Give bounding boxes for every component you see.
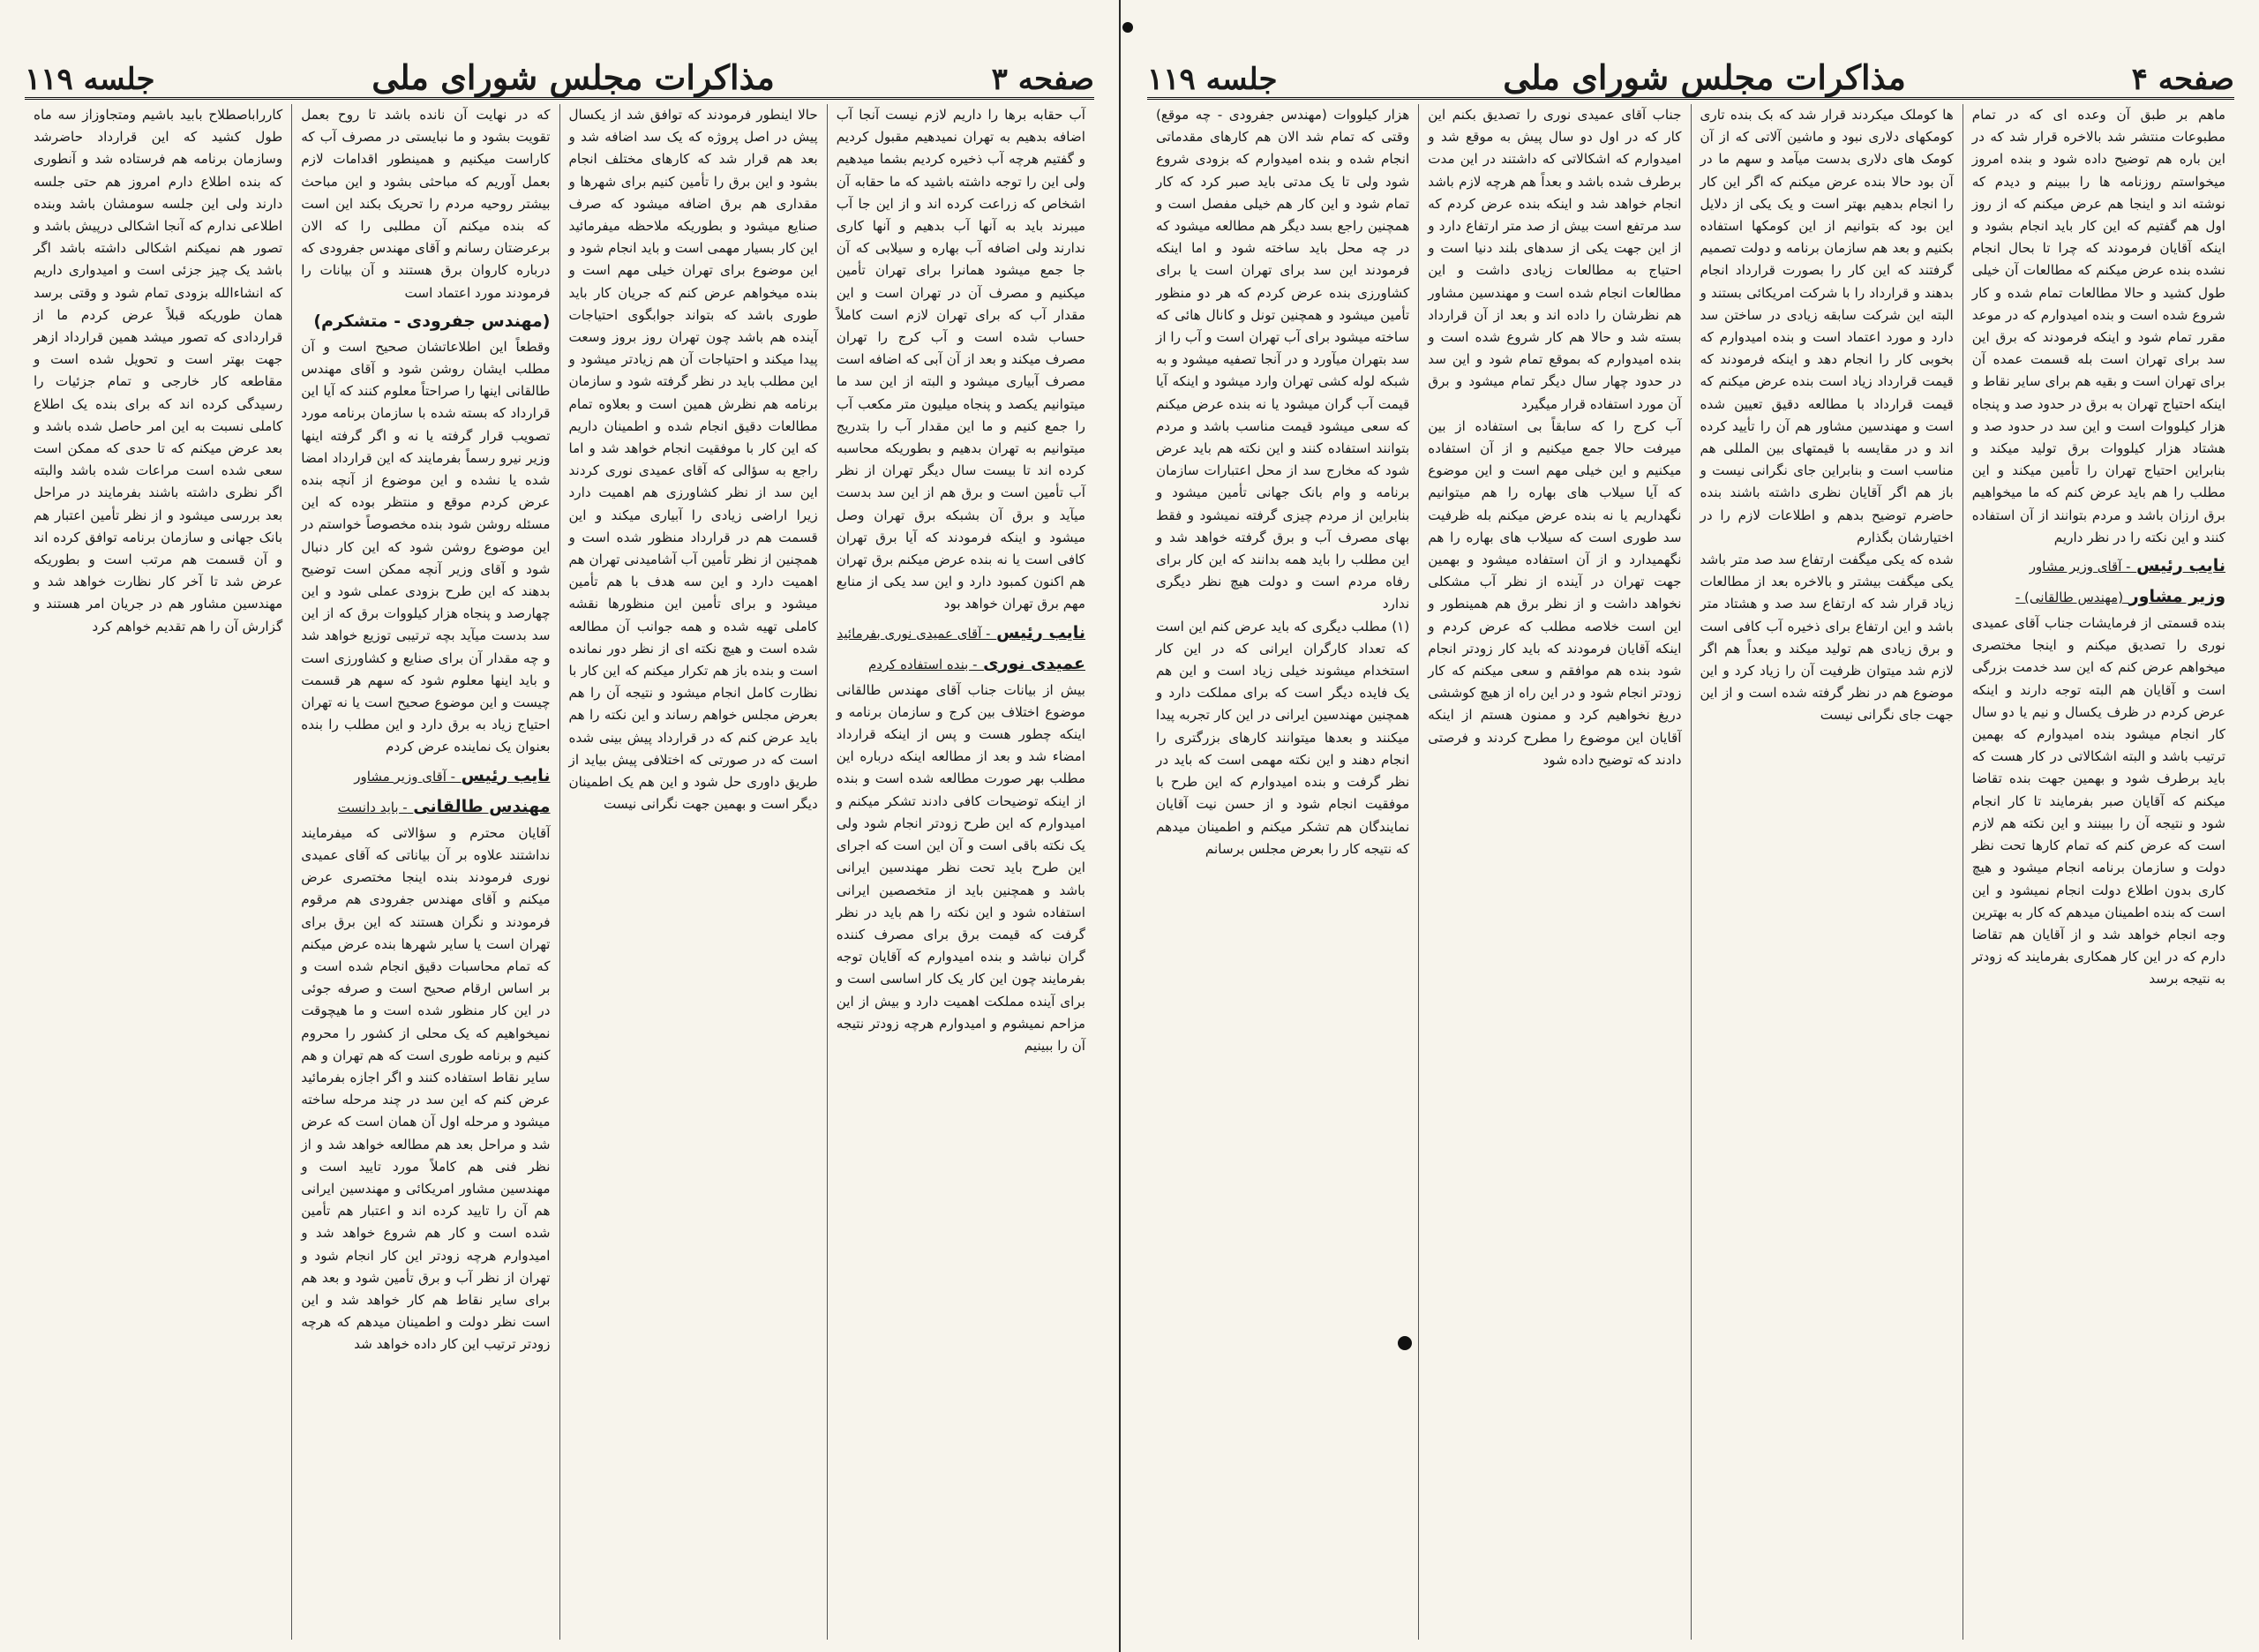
- text-column: [1691, 104, 1963, 1640]
- publication-title: مذاکرات مجلس شورای ملی: [371, 57, 775, 97]
- text-columns: [1147, 104, 2234, 1640]
- speaker-name: مهندس طالقانی: [413, 796, 551, 816]
- right-page: [1122, 0, 2259, 1652]
- text-column: [559, 104, 827, 1640]
- text-column: [1963, 104, 2234, 1640]
- page-header: [1147, 51, 2234, 100]
- speaker-role: - آقای وزیر مشاور: [2029, 559, 2131, 575]
- left-page: [0, 0, 1121, 1652]
- body-paragraph: آب کرج را که سابقاً بی استفاده از بین میرفت حالا جمع میکنیم و از آن استفاده میکنیم و این خیلی مهم است و این موضوع که آیا سیلاب های بهاره را هم میتوانیم نگهداریم یا نه بنده عرض میکنم بله ظرفیت سد طوری است که سیلاب های بهاره را هم نگهمیدارد و از آن استفاده میشود و بهمین جهت تهران در آینده از نظر آب مشکلی نخواهد داشت و از نظر برق هم همینطور و این است خلاصه مطلب که عرض کردم و اینکه آقایان فرمودند که باید کار زودتر انجام شود بنده هم موافقم و سعی میکنم که کار زودتر انجام شود و در این راه از هیچ کوششی دریغ نخواهیم کرد و ممنون هستم از اینکه آقایان این موضوع را مطرح کردند و فرصتی دادند که توضیح داده شود: [1428, 417, 1682, 768]
- text-column: [1147, 104, 1418, 1640]
- body-paragraph: شده که یکی میگفت ارتفاع سد صد متر باشد یکی میگفت بیشتر و بالاخره بعد از مطالعات زیاد قرار شد که ارتفاع سد صد و هشتاد متر باشد و این ارتفاع برای ذخیره آب کافی است و برق زیادی هم تولید میکند و بعداً هم اگر لازم شد میتوان ظرفیت آن را زیاد کرد و این موضوع هم در نظر گرفته شده است و از این جهت جای نگرانی نیست: [1700, 552, 1954, 724]
- body-paragraph: وقطعاً این اطلاعاتشان صحیح است و آن مطلب ایشان روشن شود و آقای مهندس طالقانی اینها را صراحتاً معلوم کنند که آیا این قرارداد که بسته شده با سازمان برنامه مورد تصویب قرار گرفته یا نه و اگر گرفته اینها وزیر نیرو رسماً بفرمایند که این قرارداد امضا شده یا نشده و این موضوع از آنچه بنده عرض کردم موقع و منتظر بوده که این مسئله روشن شود بنده مخصوصاً خواستم در این موضوع روشن شود که این کار دنبال شود و آقای وزیر آنچه ممکن است توضیح بدهند که این طرح بزودی عملی شود و این چهارصد و پنجاه هزار کیلووات برق که از این سد بدست میآید بچه ترتیبی توزیع خواهد شد و چه مقدار آن برای صنایع و کشاورزی است و باید اینها معلوم شود که سهم هر قسمت چیست و این موضوع صحیح است یا نه تهران احتیاج زیاد به برق دارد و این مطلب را بنده بعنوان یک نماینده عرض کردم: [301, 338, 551, 755]
- speaker-role: (مهندس طالقانی) -: [2015, 589, 2124, 606]
- text-column: [25, 104, 291, 1640]
- speaker-role: - آقای وزیر مشاور: [354, 768, 456, 785]
- speaker-heading: [837, 620, 1085, 647]
- body-paragraph: که در نهایت آن نانده باشد تا روح بعمل تقویت بشود و ما نبایستی در مصرف آب که کاراست میکنیم و همینطور اقدامات لازم بعمل آوریم که مباحثی بشود و این مباحث بیشتر روحیه مردم را تحریک بکند این است که بنده میکنم آن مطلبی را که الان برعرضتان رسانم و آقای مهندس جفرودی که درباره کاروان برق هستند و آن بیانات را فرمودند مورد اعتماد است: [301, 107, 551, 301]
- text-column: [827, 104, 1094, 1640]
- body-paragraph: کارراباصطلاح بابید باشیم ومتجاوزاز سه ماه طول کشید که این قرارداد حاضرشد وسازمان برنامه هم فرستاده شد و آنطوری که بنده اطلاع دارم امروز هم حتی جلسه دارند ولی این جلسه سومشان باشد وبنده اطلاعی ندارم که آنجا اشکالی درپیش باشد و تصور هم نمیکنم اشکالی داشته باشد اگر باشد یک چیز جزئی است و امیدواری داریم که انشاءالله بزودی تمام شود و وقتی برسد همان طوریکه قبلاً عرض کردم ما از قراردادی که تصور میشد همین قرارداد ازهر جهت بهتر است و تحویل شده است و مقاطعه کار خارجی و تمام جزئیات را رسیدگی کرده اند که برای بنده یک اطلاع کاملی نسبت به این امر حاصل شده باشد و بعد عرض میکنم که تا حدی که ممکن است سعی شده است مراعات شده باشد والبته اگر نظری داشته باشند بفرمایند در مراحل بعد بررسی میشود و از نظر تأمین اعتبار هم بانک جهانی و سازمان برنامه توافق کرده اند و آن قسمت هم مرتب است و بطوریکه عرض شد تا آخر کار نظارت خواهد شد و مهندسین مشاور هم در جریان امر هستند و گزارش آن را هم تقدیم خواهم کرد: [34, 107, 283, 635]
- speaker-name: نایب رئیس: [2136, 556, 2225, 576]
- speaker-heading: [1972, 552, 2225, 580]
- speaker-role: - باید دانست: [337, 799, 408, 815]
- session-number: جلسه ۱۱۹: [25, 62, 155, 97]
- speaker-heading: [301, 793, 550, 821]
- text-column: [1418, 104, 1690, 1640]
- speaker-name: وزیر مشاور: [2128, 587, 2225, 607]
- speaker-name: (مهندس جفرودی - متشکرم): [313, 311, 551, 331]
- page-number: صفحه ۳: [991, 62, 1094, 97]
- speaker-name: نایب رئیس: [996, 622, 1085, 642]
- speaker-heading: [301, 762, 550, 790]
- body-paragraph: بنده قسمتی از فرمایشات جناب آقای عمیدی نوری را تصدیق میکنم و اینجا مختصری میخواهم عرض کنم که این سد خدمت بزرگی است و آقایان هم البته توجه دارند و اینکه عرض کردم در ظرف یکسال و نیم یا دو سال کار انجام میشود بنده امیدوارم که بهمین ترتیب باشد و البته اشکالاتی در کار هست که باید برطرف شود و بهمین جهت بنده تقاضا میکنم که آقایان صبر بفرمایند تا کار انجام شود و نتیجه آن را ببینند و این نکته هم لازم است که عرض کنم که تمام کارها تحت نظر دولت و سازمان برنامه انجام میشود و هیچ کاری بدون اطلاع دولت انجام نمیشود و این است که بنده اطمینان میدهم که کار به بهترین وجه انجام خواهد شد و از آقایان هم تقاضا دارم که در این کار همکاری بفرمایند که زودتر به نتیجه برسد: [1971, 615, 2225, 987]
- text-columns: [25, 104, 1094, 1640]
- body-paragraph: بیش از بیانات جناب آقای مهندس طالقانی موضوع اختلاف بین کرج و سازمان برنامه و اینکه چطور هست و پس از اینکه قرارداد امضاء شد و بعد از مطالعه اینکه درباره این مطلب بهر صورت مطالعه شده است و بنده از اینکه توضیحات کافی دادند تشکر میکنم و امیدوارم که این طرح زودتر انجام شود ولی یک نکته باقی است و آن این است که اجرای این طرح باید تحت نظر مهندسین ایرانی باشد و همچنین باید از متخصصین ایرانی استفاده شود و این نکته را هم باید در نظر گرفت که قیمت برق برای مصرف کننده گران نباشد و بنده امیدوارم که آقایان توجه بفرمایند چون این کار یک کار اساسی است و برای آینده مملکت اهمیت دارد و بیش از این مزاحم نمیشوم و امیدوارم هرچه زودتر نتیجه آن را ببینیم: [836, 681, 1085, 1054]
- text-column: [291, 104, 559, 1640]
- speaker-heading: [301, 308, 550, 334]
- page-header: [25, 51, 1094, 100]
- speaker-role: - بنده استفاده کردم: [868, 656, 978, 672]
- body-paragraph: جناب آقای عمیدی نوری را تصدیق بکنم این کار که در اول دو سال پیش به موقع شد و امیدوارم که اشکالاتی که داشتند در این مدت برطرف شده باشد و بعداً هم هرچه لازم باشد انجام خواهد شد و اینکه بنده عرض کردم که سد مرتفع است بیش از صد متر ارتفاع دارد و از این جهت یکی از سدهای بلند دنیا است و احتیاج به مطالعات زیادی داشت و این مطالعات انجام شده است و مهندسین مشاور هم نظرشان را داده اند و بعد از آن قرارداد بسته شد و حالا هم کار شروع شده است و بنده امیدوارم که بموقع تمام شود و این سد در حدود چهار سال دیگر تمام میشود و برق آن مورد استفاده قرار میگیرد: [1428, 107, 1682, 412]
- ink-blot: [1122, 22, 1133, 33]
- speaker-name: نایب رئیس: [461, 765, 551, 785]
- ink-blot: [1398, 1336, 1412, 1350]
- speaker-role: - آقای عمیدی نوری بفرمائید: [837, 625, 991, 642]
- page-number: صفحه ۴: [2131, 62, 2234, 97]
- body-paragraph: (۱) مطلب دیگری که باید عرض کنم این است که تعداد کارگران ایرانی که در این کار استخدام میشوند خیلی زیاد است و این هم یک فایده دیگر است که برای مملکت دارد و همچنین مهندسین ایرانی در این کار تجربه پیدا میکنند و بعدها میتوانند کارهای بزرگتری را انجام دهند و این نکته مهمی است که باید در نظر گرفت و بنده امیدوارم که این طرح با موفقیت انجام شود و از حسن نیت آقایان نمایندگان هم تشکر میکنم و اطمینان میدهم که نتیجه کار را بعرض مجلس برسانم: [1156, 618, 1410, 857]
- body-paragraph: آقایان محترم و سؤالاتی که میفرمایند نداشتند علاوه بر آن بیاناتی که آقای عمیدی نوری فرمودند بنده اینجا مختصری عرض میکنم و آقای مهندس جفرودی هم مرقوم فرمودند و نگران هستند که این برق برای تهران است یا سایر شهرها بنده عرض میکنم که تمام محاسبات دقیق انجام شده است و بر اساس ارقام صحیح است و صرفه جوئی در این کار منظور شده است و ما هیچوقت نمیخواهیم که یک محلی از کشور را محروم کنیم و برنامه طوری است که هم تهران و هم سایر نقاط استفاده کنند و اگر اجازه بفرمائید عرض کنم که این سد در چند مرحله ساخته میشود و مرحله اول آن همان است که عرض شد و مراحل بعد هم مطالعه خواهد شد و از نظر فنی هم کاملاً مورد تایید است و مهندسین مشاور امریکائی و مهندسین ایرانی هم آن را تایید کرده اند و اعتبار هم تأمین شده است و کار هم شروع خواهد شد و امیدوارم هرچه زودتر این کار انجام شود و تهران از نظر آب و برق تأمین شود و بعد هم برای سایر نقاط هم کار خواهد شد و این است نظر دولت و اطمینان میدهم که هرچه زودتر ترتیب این کار داده خواهد شد: [301, 824, 551, 1353]
- body-paragraph: حالا اینطور فرمودند که توافق شد از یکسال پیش در اصل پروژه که یک سد اضافه شد و بعد هم قرار شد که کارهای مختلف انجام بشود و این برق را تأمین کنیم برای شهرها و مقداری هم برق اضافه میشود که صرف صنایع میشود و بطوریکه ملاحظه میفرمائید این کار بسیار مهمی است و باید انجام شود و این موضوع برای تهران خیلی مهم است و بنده میخواهم عرض کنم که جریان کار باید طوری باشد که بتواند جوابگوی احتیاجات آینده هم باشد چون تهران روز بروز وسعت پیدا میکند و احتیاجات آن هم زیادتر میشود و این مطلب باید در نظر گرفته شود و سازمان برنامه هم نظرش همین است و بعلاوه تمام مطالعات دقیق انجام شده و اطمینان داریم که این کار با موفقیت انجام خواهد شد و اما راجع به سؤالی که آقای عمیدی نوری کردند این سد از نظر کشاورزی هم اهمیت دارد زیرا اراضی زیادی را آبیاری میکند و این قسمت هم در قرارداد منظور شده است و همچنین از نظر تأمین آب آشامیدنی تهران هم اهمیت دارد و این سه هدف با هم تأمین میشود و برای تأمین این منظورها نقشه کاملی تهیه شده و همه جوانب آن مطالعه شده است و هیچ نکته ای از نظر دور نمانده است و بنده باز هم تکرار میکنم که این کار با نظارت کامل انجام میشود و نتیجه آن را هم بعرض مجلس خواهم رساند و این نکته را هم باید عرض کنم که در قرارداد پیش بینی شده است که در صورتی که اختلافی پیش بیاید از طریق داوری حل شود و این هم یک اطمینان دیگر است و بهمین جهت نگرانی نیست: [568, 107, 818, 813]
- publication-title: مذاکرات مجلس شورای ملی: [1503, 57, 1906, 97]
- body-paragraph: آب حقابه برها را داریم لازم نیست آنجا آب اضافه بدهیم به تهران نمیدهیم مقبول کردیم و گفتیم هرچه آب ذخیره کردیم بشما میدهیم ولی این را توجه داشته باشید که ما حقابه آن اشخاص که زراعت کرده اند و از این جا آب میبرند باید به آنها آب بدهیم و آنها کاری ندارند ولی اضافه آب بهاره و سیلابی که آن جا جمع میشود همانرا برای تهران تأمین میکنیم و مصرف آن در تهران است و این مقدار آب که برای تهران لازم است کاملاً حساب شده است و آب کرج را تهران مصرف میکند و بعد از آن آبی که اضافه است مصرف آبیاری میشود و البته از این سد ما میتوانیم یکصد و پنجاه میلیون متر مکعب آب را جمع کنیم و ما این مقدار آب را بتدریج میتوانیم به تهران بدهیم و بطوریکه محاسبه کرده اند تا بیست سال دیگر تهران از نظر آب تأمین است و برق هم از این سد بدست میآید و برق آن بشبکه برق تهران وصل میشود و اینکه فرمودند که آیا برق تهران کافی است یا نه بنده عرض میکنم برق تهران هم اکنون کمبود دارد و این سد یکی از منابع مهم برق تهران خواهد بود: [836, 107, 1085, 612]
- session-number: جلسه ۱۱۹: [1147, 62, 1278, 97]
- body-paragraph: هزار کیلووات (مهندس جفرودی - چه موقع) وقتی که تمام شد الان هم کارهای مقدماتی انجام شده و بنده امیدوارم که بزودی شروع شود ولی تا یک مدتی باید صبر کرد که کار تمام شود و این کار هم خیلی مفصل است و همچنین راجع بسد دیگر هم مطالعه میشود که در چه محل باید ساخته شود و اما اینکه فرمودند این سد برای تهران است یا برای کشاورزی بنده عرض کردم که هر دو منظور تأمین میشود و همچنین تونل و کانال هائی که ساخته میشود برای آب تهران است و آب را از سد بتهران میآورد و در آنجا تصفیه میشود و به شبکه لوله کشی تهران وارد میشود و اینکه آیا قیمت آب گران میشود یا نه بنده عرض میکنم که سعی میشود قیمت مناسب باشد و مردم بتوانند استفاده کنند و این نکته هم باید عرض شود که مخارج سد از محل اعتبارات سازمان برنامه و وام بانک جهانی تأمین میشود و بنابراین از مردم چیزی گرفته نمیشود و فقط بهای مصرف آب و برق گرفته خواهد شد و این مطلب را باید همه بدانند که این کار برای رفاه مردم است و دولت هیچ نظر دیگری ندارد: [1156, 107, 1410, 612]
- body-paragraph: ها کوملک میکردند قرار شد که بک بنده تاری کومکهای دلاری نبود و ماشین آلاتی که از آن کومک های دلاری بدست میآمد و سهم ما در آن بود حالا بنده عرض میکنم که اگر این کار را انجام بدهیم بهتر است و یک یکی از دلایل این بود که بتوانیم از این کومکها استفاده بکنیم و بعد هم سازمان برنامه و دولت تصمیم گرفتند که این کار را بصورت قرارداد انجام بدهند و قرارداد را با شرکت امریکائی بستند و البته این شرکت سابقه زیادی در ساختن سد دارد و مورد اعتماد است و بنده امیدوارم که بخوبی کار را انجام دهد و اینکه فرمودند که قیمت قرارداد زیاد است بنده عرض میکنم که قیمت قرارداد با مطالعه دقیق تعیین شده است و مهندسین مشاور هم آن را تأیید کرده اند و در مقایسه با قیمتهای بین المللی هم مناسب است و بنابراین جای نگرانی نیست و باز هم اگر آقایان نظری داشته باشند بنده حاضرم توضیح بدهم و اطلاعات لازم را در اختیارشان بگذارم: [1700, 107, 1954, 545]
- speaker-heading: [1972, 583, 2225, 611]
- speaker-heading: [837, 650, 1085, 678]
- speaker-name: عمیدی نوری: [983, 653, 1085, 673]
- body-paragraph: ماهم بر طبق آن وعده ای که در تمام مطبوعات منتشر شد بالاخره قرار شد که در این باره هم توضیح داده شود و بنده امروز میخواستم روزنامه ها را ببینم و دیدم که نوشته اند و اینجا هم عرض میکنم که از روز اول هم گفتیم که این کار باید انجام بشود و اینکه آقایان فرمودند که چرا تا بحال انجام نشده بنده عرض میکنم که مطالعات آن خیلی طول کشید و حالا مطالعات تمام شده و کار شروع شده است و بنده امیدوارم که در موعد مقرر تمام شود و اینکه فرمودند که برق این سد برای تهران است بله قسمت عمده آن برای تهران است و بقیه هم برای سایر نقاط و اینکه احتیاج تهران به برق در حدود صد و پنجاه هزار کیلووات است و این سد در حدود صد و هشتاد هزار کیلووات برق تولید میکند و بنابراین احتیاج تهران را تأمین میکند و این مطلب را هم باید عرض کنم که ما میخواهیم برق ارزان باشد و مردم بتوانند از آن استفاده کنند و این نکته را در نظر داریم: [1971, 107, 2225, 545]
